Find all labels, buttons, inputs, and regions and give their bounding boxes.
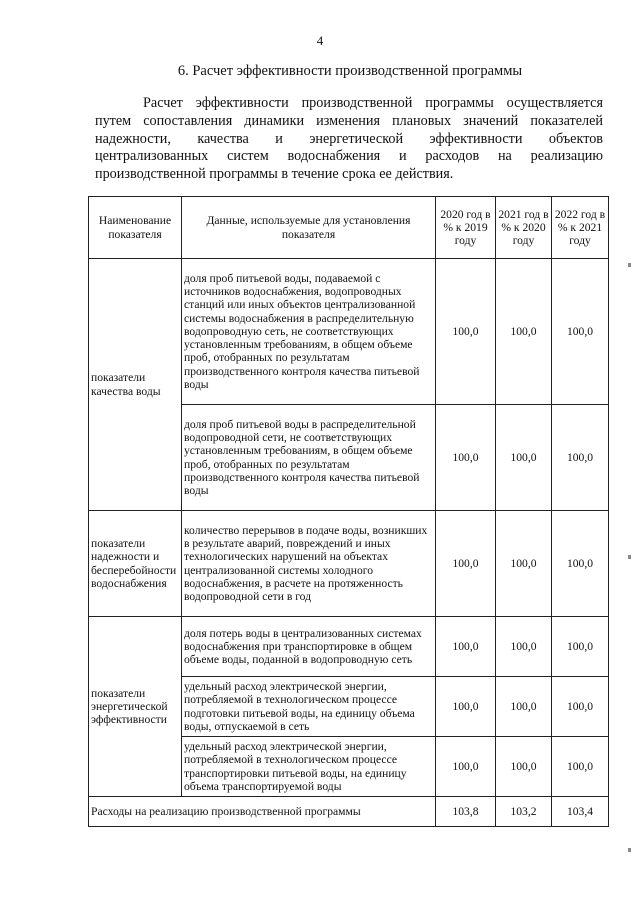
scan-mark [628, 555, 631, 559]
value-2020: 100,0 [436, 511, 496, 617]
header-2021: 2021 год в % к 2020 году [496, 197, 552, 259]
row-description: количество перерывов в подаче воды, возникших в результате аварий, повреждений и иных технологических нарушений на объектах централизованной системы холодного водоснабжения, в расчете на протяженность водопроводной сети в год [182, 511, 436, 617]
total-2020: 103,8 [436, 797, 496, 827]
value-2021: 100,0 [496, 405, 552, 511]
row-description: доля проб питьевой воды в распределительной водопроводной сети, не соответствующих установленным требованиям, в общем объеме проб, отобранных по результатам производственного контроля качества питьевой воды [182, 405, 436, 511]
table-header-row [89, 197, 609, 259]
header-2022: 2022 год в % к 2021 году [552, 197, 609, 259]
row-description: доля потерь воды в централизованных системах водоснабжения при транспортировке в общем объеме воды, поданной в водопроводную сеть [182, 617, 436, 677]
value-2022: 100,0 [552, 617, 609, 677]
total-label: Расходы на реализацию производственной программы [89, 797, 436, 827]
group-energy-label: показатели энергетической эффективности [89, 617, 182, 797]
efficiency-table [88, 196, 609, 827]
header-2020: 2020 год в % к 2019 году [436, 197, 496, 259]
row-description: доля проб питьевой воды, подаваемой с источников водоснабжения, водопроводных станций или иных объектов централизованной системы водоснабжения в распределительную водопроводную сеть, не соответствующих установленным требованиям, в общем объеме проб, отобранных по результатам производственного контроля качества питьевой воды [182, 259, 436, 405]
row-description: удельный расход электрической энергии, потребляемой в технологическом процессе подготовки питьевой воды, на единицу объема воды, отпускаемой в сеть [182, 677, 436, 737]
table-row [89, 259, 609, 405]
scan-mark [628, 848, 631, 852]
value-2021: 100,0 [496, 511, 552, 617]
value-2021: 100,0 [496, 259, 552, 405]
value-2020: 100,0 [436, 737, 496, 797]
total-2021: 103,2 [496, 797, 552, 827]
value-2020: 100,0 [436, 259, 496, 405]
table-row [89, 511, 609, 617]
value-2020: 100,0 [436, 617, 496, 677]
value-2022: 100,0 [552, 677, 609, 737]
group-reliability-label: показатели надежности и бесперебойности водоснабжения [89, 511, 182, 617]
value-2022: 100,0 [552, 511, 609, 617]
value-2022: 100,0 [552, 405, 609, 511]
group-quality-label: показатели качества воды [89, 259, 182, 511]
row-description: удельный расход электрической энергии, потребляемой в технологическом процессе транспортировки питьевой воды, на единицу объема транспортируемой воды [182, 737, 436, 797]
value-2021: 100,0 [496, 677, 552, 737]
value-2022: 100,0 [552, 259, 609, 405]
value-2020: 100,0 [436, 405, 496, 511]
page-number: 4 [316, 33, 324, 48]
total-2022: 103,4 [552, 797, 609, 827]
header-source-data: Данные, используемые для установления показателя [182, 197, 436, 259]
value-2021: 100,0 [496, 617, 552, 677]
header-indicator-name: Наименование показателя [89, 197, 182, 259]
total-row [89, 797, 609, 827]
intro-paragraph: Расчет эффективности производственной программы осуществляется путем сопоставления динамики изменения плановых значений показателей надежности, качества и энергетической эффективности объектов централизованных систем водоснабжения и расходов на реализацию производственной программы в течение срока ее действия. [95, 95, 603, 183]
section-title: 6. Расчет эффективности производственной программы [177, 63, 523, 79]
value-2020: 100,0 [436, 677, 496, 737]
scan-mark [628, 263, 631, 267]
table-row [89, 617, 609, 677]
value-2022: 100,0 [552, 737, 609, 797]
value-2021: 100,0 [496, 737, 552, 797]
